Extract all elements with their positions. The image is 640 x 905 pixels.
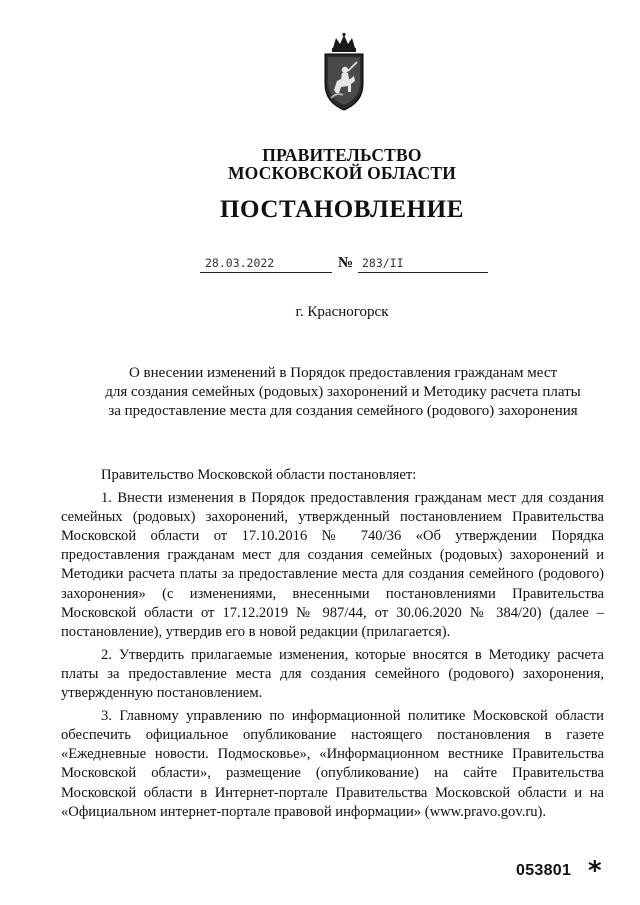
date-underline bbox=[200, 272, 332, 273]
issuer-line-1: ПРАВИТЕЛЬСТВО bbox=[262, 145, 422, 165]
body-item-1: 1. Внести изменения в Порядок предоставления гражданам мест для создания семейных (родовых) захоронений, утвержденный постановлением Правительства Московской области от 17.10.2016 № 740/36 «Об утверждении Порядка предоставления гражданам мест для создания семейных (родовых) захоронений и Методики расчета платы за предоставление места для создания семейного (родового) захоронения» (с изменениями, внесенными постановлениями Правительства Московской области от 17.12.2019 № 987/44, от 30.06.2020 № 384/20) (далее – постановление), утвердив его в новой редакции (прилагается). bbox=[61, 490, 604, 640]
number-underline bbox=[358, 272, 488, 273]
coat-of-arms-icon bbox=[321, 32, 367, 112]
subject-line-1: О внесении изменений в Порядок предоставления гражданам мест bbox=[128, 365, 558, 381]
number-sign: № bbox=[338, 255, 354, 271]
document-type-title: ПОСТАНОВЛЕНИЕ bbox=[219, 196, 465, 223]
document-date: 28.03.2022 bbox=[205, 256, 275, 270]
document-subject bbox=[96, 364, 590, 421]
date-number-line bbox=[0, 256, 640, 276]
document-body bbox=[61, 466, 604, 822]
subject-line-2: для создания семейных (родовых) захоронений и Методику расчета платы bbox=[105, 384, 581, 400]
issuer-line-2: МОСКОВСКОЙ ОБЛАСТИ bbox=[227, 163, 457, 183]
body-item-3: 3. Главному управлению по информационной политике Московской области обеспечить официальное опубликование настоящего постановления в газете «Ежедневные новости. Подмосковье», «Информационном вестнике Правительства Московской области», размещение (опубликование) на сайте Правительства Московской области в Интернет-портале Правительства Московской области и на «Официальном интернет-портале правовой информации» (www.pravo.gov.ru). bbox=[61, 708, 604, 820]
form-serial-number: 053801 bbox=[516, 862, 572, 879]
body-intro: Правительство Московской области постановляет: bbox=[101, 467, 417, 483]
body-item-2: 2. Утвердить прилагаемые изменения, которые вносятся в Методику расчета платы за предоставление места для создания семейного (родового) захоронения, утвержденную постановлением. bbox=[61, 646, 604, 702]
document-number: 283/II bbox=[362, 256, 404, 270]
document-city: г. Красногорск bbox=[295, 304, 389, 320]
subject-line-3: за предоставление места для создания семейного (родового) захоронения bbox=[108, 403, 578, 419]
star-mark: * bbox=[588, 856, 602, 886]
